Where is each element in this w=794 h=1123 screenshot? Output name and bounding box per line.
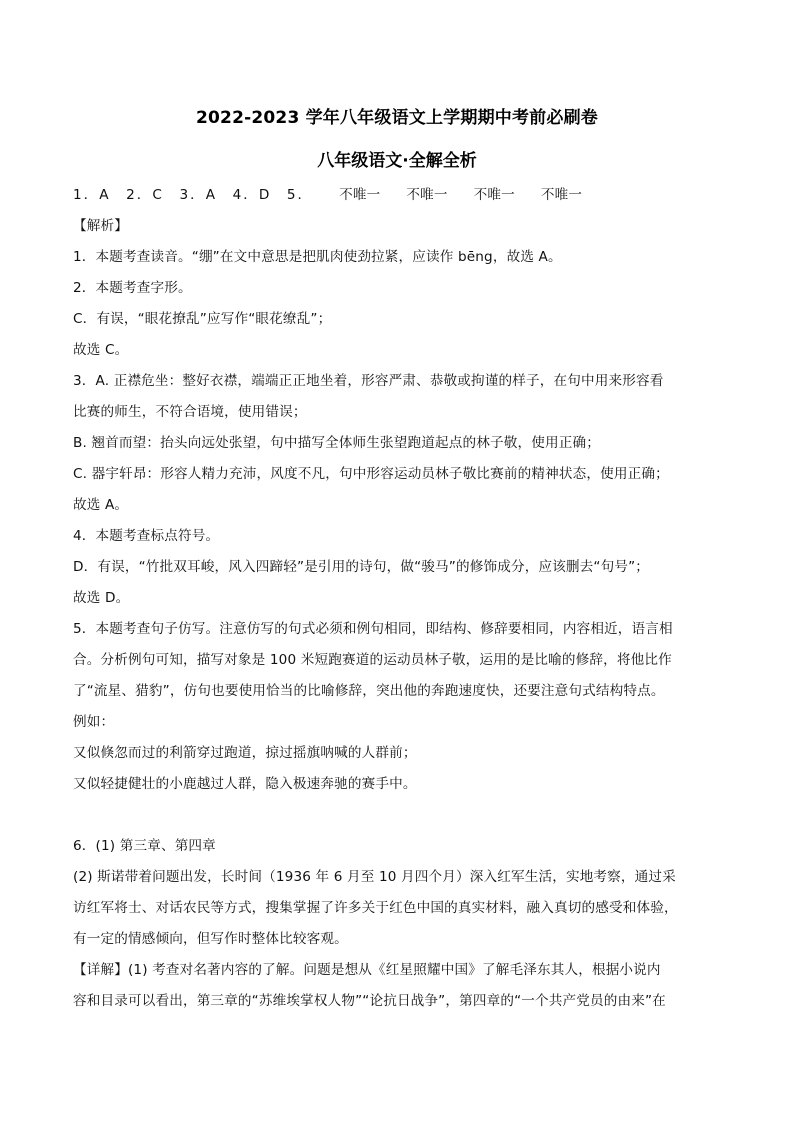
section-heading-jiexi: 【解析】 xyxy=(73,218,128,234)
answer-5-blank-4: 不唯一 xyxy=(540,187,583,203)
text-line: 【详解】(1) 考查对名著内容的了解。问题是想从《红星照耀中国》了解毛泽东其人，根据小说内 xyxy=(73,962,661,978)
text-line: 又似轻捷健壮的小鹿越过人群，隐入极速奔驰的赛手中。 xyxy=(73,776,417,792)
text-line: 6．(1) 第三章、第四章 xyxy=(73,838,216,854)
text-line: 2．本题考查字形。 xyxy=(73,280,192,296)
text-line: C. 器宇轩昂：形容人精力充沛，风度不凡，句中形容运动员林子敬比赛前的精神状态，使用正确； xyxy=(73,466,669,482)
text-line: (2) 斯诺带着问题出发，长时间（1936 年 6 月至 10 月四个月）深入红军生活，实地考察，通过采 xyxy=(73,869,676,885)
text-line: C．有误，“眼花撩乱”应写作“眼花缭乱”； xyxy=(73,311,332,327)
answer-5-blank-1: 不唯一 xyxy=(339,187,381,203)
text-line: 故选 C。 xyxy=(73,342,129,358)
text-line: 故选 A。 xyxy=(73,497,129,513)
text-line: 合。分析例句可知，描写对象是 100 米短跑赛道的运动员林子敬，运用的是比喻的修辞，将他比作 xyxy=(73,652,672,668)
text-line: 4．本题考查标点符号。 xyxy=(73,528,220,544)
blank-spacer xyxy=(73,800,725,831)
text-line: 例如： xyxy=(73,714,115,730)
page-subtitle: 八年级语文·全解全析 xyxy=(317,151,477,171)
text-line: 故选 D。 xyxy=(73,590,130,606)
text-line: 有一定的情感倾向，但写作时整体比较客观。 xyxy=(73,931,348,947)
answer-key-line xyxy=(73,180,725,211)
page-title: 2022-2023 学年八年级语文上学期期中考前必刷卷 xyxy=(195,108,598,128)
text-line: 1．本题考查读音。“绷”在文中意思是把肌肉使劲拉紧，应读作 bēng，故选 A。 xyxy=(73,249,562,265)
text-line: 5．本题考查句子仿写。注意仿写的句式必须和例句相同，即结构、修辞要相同，内容相近，语言相 xyxy=(73,621,673,637)
text-line: 容和目录可以看出，第三章的“苏维埃掌权人物”“论抗日战争”，第四章的“一个共产党员的由来”在 xyxy=(73,993,666,1009)
text-line: D．有误，“竹批双耳峻，风入四蹄轻”是引用的诗句，做“骏马”的修饰成分，应该删去“句号”； xyxy=(73,559,650,575)
text-line: 访红军将士、对话农民等方式，搜集掌握了许多关于红色中国的真实材料，融入真切的感受和体验， xyxy=(73,900,678,916)
text-line: B. 翘首而望：抬头向远处张望，句中描写全体师生张望跑道起点的林子敬，使用正确； xyxy=(73,435,600,451)
answer-5-blank-2: 不唯一 xyxy=(406,187,448,203)
text-line: 了“流星、猎豹”，仿句也要使用恰当的比喻修辞，突出他的奔跑速度快，还要注意句式结构特点。 xyxy=(73,683,665,699)
answer-key: 1．A 2．C 3．A 4．D 5． xyxy=(73,187,314,203)
text-line: 比赛的师生，不符合语境，使用错误； xyxy=(73,404,307,420)
document-body xyxy=(73,180,725,1017)
answer-5-blank-3: 不唯一 xyxy=(473,187,515,203)
text-line: 3．A. 正襟危坐：整好衣襟，端端正正地坐着，形容严肃、恭敬或拘谨的样子，在句中用来形容看 xyxy=(73,373,664,389)
text-line: 又似倏忽而过的利箭穿过跑道，掠过摇旗呐喊的人群前； xyxy=(73,745,417,761)
